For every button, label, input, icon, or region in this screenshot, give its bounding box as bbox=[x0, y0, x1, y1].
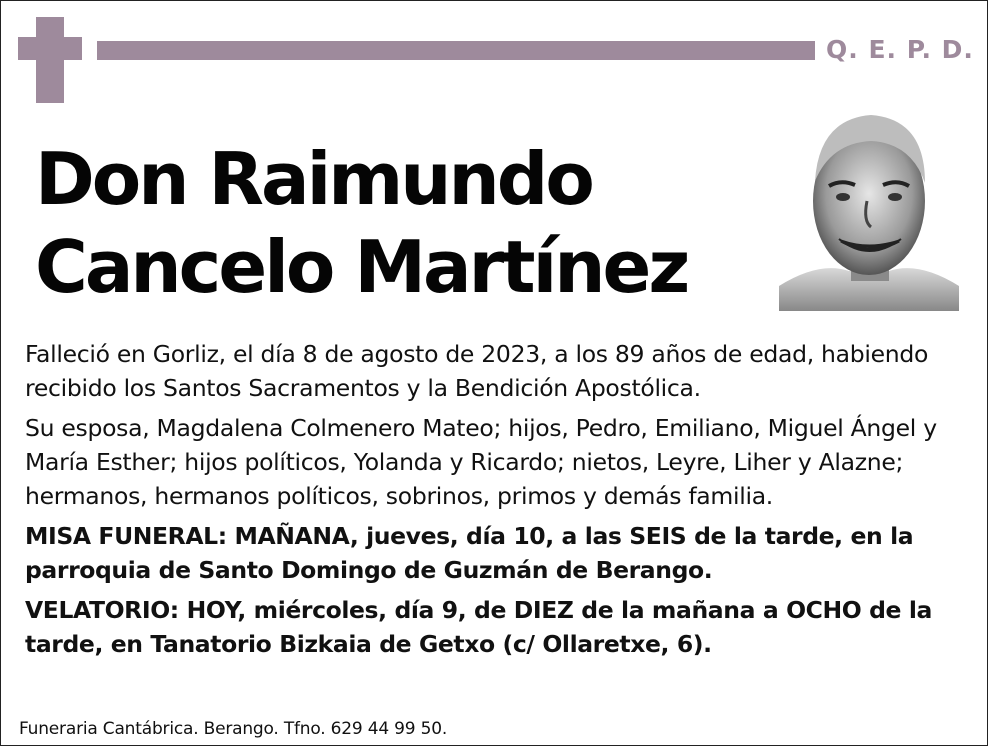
qepd-label: Q. E. P. D. bbox=[826, 35, 974, 64]
death-notice-paragraph: Falleció en Gorliz, el día 8 de agosto de 2023, a los 89 años de edad, habiendo recibido los Santos Sacramentos y la Bendición Apostólica. bbox=[25, 340, 929, 402]
cross-icon-bar bbox=[18, 37, 82, 60]
funeral-home-footer: Funeraria Cantábrica. Berango. Tfno. 629 44 99 50. bbox=[19, 719, 448, 739]
obituary-body bbox=[25, 337, 969, 667]
funeral-mass-paragraph: MISA FUNERAL: MAÑANA, jueves, día 10, a las SEIS de la tarde, en la parroquia de Santo Domingo de Guzmán de Berango. bbox=[25, 522, 914, 584]
wake-paragraph: VELATORIO: HOY, miércoles, día 9, de DIEZ de la mañana a OCHO de la tarde, en Tanatorio Bizkaia de Getxo (c/ Ollaretxe, 6). bbox=[25, 596, 932, 658]
portrait-photo bbox=[779, 101, 959, 311]
deceased-name bbox=[35, 135, 687, 311]
cross-icon bbox=[36, 17, 64, 103]
deceased-name-line1: Don Raimundo bbox=[35, 137, 592, 221]
family-paragraph: Su esposa, Magdalena Colmenero Mateo; hijos, Pedro, Emiliano, Miguel Ángel y María Esther; hijos políticos, Yolanda y Ricardo; nietos, Leyre, Liher y Alazne; hermanos, hermanos políticos, sobrinos, primos y demás familia. bbox=[25, 414, 937, 510]
deceased-name-line2: Cancelo Martínez bbox=[35, 225, 688, 309]
header-rule bbox=[97, 41, 815, 60]
